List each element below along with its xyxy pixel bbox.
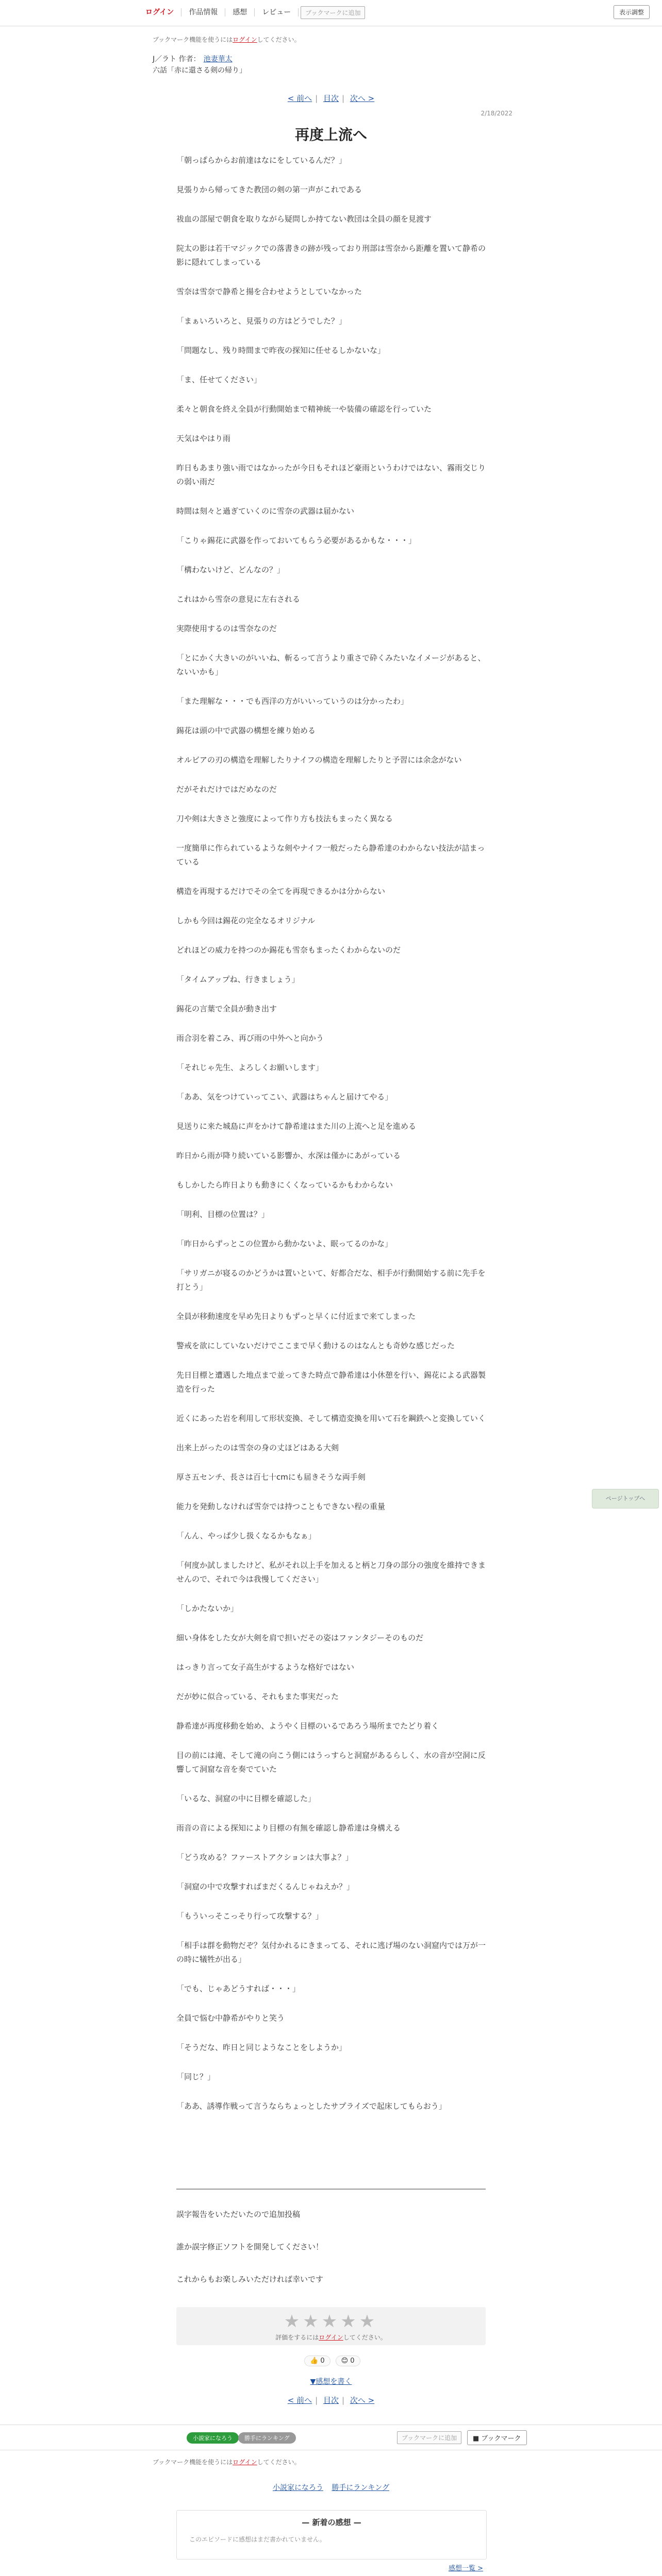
chapter-paragraph: 「ああ、誘導作戦って言うならちょっとしたサプライズで起床してもらおう」 (176, 2102, 446, 2111)
page-top-button[interactable]: ページトップへ (592, 1489, 659, 1509)
chapter-paragraph: はっきり言って女子高生がするような格好ではない (176, 1663, 355, 1672)
chapter-paragraph: 天気はやはり雨 (176, 434, 231, 443)
prev-link[interactable]: < 前へ (287, 2396, 312, 2405)
chapter-paragraph: 「んん、やっぱ少し扱くなるかもなぁ」 (176, 1531, 316, 1540)
chapter-paragraph: 構造を再現するだけでその全てを再現できるかは分からない (176, 887, 386, 896)
write-review-link[interactable]: ▼感想を書く (310, 2378, 352, 2386)
chapter-paragraph: 一度簡単に作られているような剣やナイフ一般だったら静希達のわからない技法が詰まっている (176, 843, 485, 867)
author-link[interactable]: 池妻華太 (203, 55, 233, 63)
chapter-paragraph: 「もういっそこっそり行って攻撃する？」 (176, 1911, 323, 1921)
chapter-paragraph: オルビアの刃の構造を理解したりナイフの構造を理解したりと予習には余念がない (176, 755, 462, 765)
chapter-paragraph: 警戒を欲にしていないだけでここまで早く動けるのはなんとも奇妙な感じだった (176, 1341, 455, 1350)
toc-link[interactable]: 目次 (323, 94, 339, 103)
bookmark-add-button-bottom[interactable]: ブックマークに追加 (397, 2431, 461, 2444)
chapter-paragraph: だが妙に似合っている、それもまた事実だった (176, 1692, 339, 1701)
work-meta (153, 54, 246, 76)
chapter-paragraph: 「ああ、気をつけていってこい、武器はちゃんと届けてやる」 (176, 1092, 393, 1101)
action-bar (0, 2425, 662, 2450)
prev-link[interactable]: < 前へ (287, 94, 312, 103)
chapter-paragraph: 「まぁいろいろと、見張りの方はどうでした？」 (176, 316, 347, 326)
chapter-paragraph: 錫花の言葉で全員が動き出す (176, 1004, 277, 1013)
chapter-paragraph: 「いるな、洞窟の中に目標を確認した」 (176, 1794, 316, 1803)
chapter-paragraph: 「でも、じゃあどうすれば・・・」 (176, 1984, 301, 1993)
chapter-paragraph: 能力を発動しなければ雪奈では持つこともできない程の重量 (176, 1502, 386, 1511)
reviews-title: — 新着の感想 — (302, 2518, 361, 2527)
chapter-paragraph: 全員が移動速度を早め先日よりもずっと早くに付近まで来てしまった (176, 1312, 416, 1321)
reviews-empty: このエピソードに感想はまだ書かれていません。 (189, 2536, 326, 2543)
work-info-link[interactable]: 作品情報 (181, 8, 225, 16)
chapter-paragraph: 「また理解な・・・でも西洋の方がいいっていうのは分かったわ」 (176, 697, 409, 706)
ranking-badge[interactable]: 勝手にランキング (238, 2432, 296, 2444)
chapter-paragraph: 見張りから帰ってきた教団の剣の第一声がこれである (176, 185, 362, 194)
chapter-paragraph: 刀や剣は大きさと強度によって作り方も技法もまったく異なる (176, 814, 393, 823)
chapter-paragraph: 昨日もあまり強い雨ではなかったが今日もそれほど豪雨というわけではない、霧雨交じりの弱い雨だ (176, 463, 486, 486)
pager-top: < 前へ | 目次 | 次へ > (287, 94, 375, 103)
chapter-paragraph: 「ま、任せてください」 (176, 375, 262, 384)
author-label: J／ラト 作者： (153, 55, 201, 63)
chapter-paragraph: 雨音の音による探知により目標の有無を確認し静希達は身構える (176, 1823, 401, 1833)
chapter-paragraph: 「昨日からずっとこの位置から動かないよ、眠ってるのかな」 (176, 1239, 393, 1248)
bookmark-notice-bottom: ブックマーク機能を使うにはログインしてください。 (153, 2459, 301, 2466)
chapter-paragraph: 錫花は頭の中で武器の構想を練り始める (176, 726, 316, 735)
chapter-paragraph: 全員で悩む中静希がやりと笑う (176, 2013, 285, 2023)
afterword (176, 2208, 486, 2305)
chapter-paragraph: 静希達が再度移動を始め、ようやく目標のいるであろう場所までたどり着く (176, 1721, 439, 1731)
chapter-title: 再度上流へ (294, 126, 367, 143)
chapter-paragraph: これはから雪奈の意見に左右される (176, 595, 301, 604)
chapter-paragraph: 「構わないけど、どんなの？」 (176, 565, 285, 574)
notice-login-link[interactable]: ログイン (233, 2459, 257, 2466)
chapter-paragraph: 「洞窟の中で攻撃すればまだくるんじゃねえか？」 (176, 1882, 355, 1891)
afterword-line: 誰か誤字修正ソフトを開発してください！ (176, 2242, 324, 2251)
chapter-paragraph: 「相手は群を動物だぞ？気付かれるにきまってる、それに逃げ場のない洞窟内では万が一の時に犠牲が出る」 (176, 1941, 486, 1964)
chapter-paragraph: 雨合羽を着こみ、再び雨の中外へと向かう (176, 1033, 324, 1043)
afterword-line: 誤字報告をいただいたので追加投稿 (176, 2210, 301, 2219)
rating-note: 評価をするにはログインしてください。 (275, 2334, 387, 2341)
next-link[interactable]: 次へ > (350, 94, 375, 103)
ranking-link[interactable]: 小説家になろう (272, 2484, 323, 2492)
chapter-paragraph: 先日目標と遭遇した地点まで並ってきた時点で静希達は小休憩を行い、錫花による武器製造を行った (176, 1370, 486, 1394)
chapter-paragraph: 「明利、目標の位置は？」 (176, 1210, 270, 1219)
chapter-paragraph: 「朝っぱらからお前達はなにをしているんだ？」 (176, 156, 347, 165)
ranking-links (0, 2482, 662, 2493)
chapter-paragraph: もしかしたら昨日よりも動きにくくなっているかもわからない (176, 1180, 393, 1190)
chapter-paragraph: 近くにあった岩を利用して形状変換、そして構造変換を用いて石を鋼鉄へと変換していく (176, 1414, 486, 1423)
chapter-paragraph: 昨日から雨が降り続いている影響か、水深は僅かにあがっている (176, 1151, 401, 1160)
chapter-paragraph: 「しかたないか」 (176, 1604, 239, 1613)
site-badge[interactable]: 小説家になろう (187, 2432, 239, 2444)
chapter-paragraph: どれほどの威力を持つのか錫花も雪奈もまったくわからないのだ (176, 945, 401, 955)
chapter-paragraph: 「それじゃ先生、よろしくお願いします」 (176, 1063, 324, 1072)
login-link[interactable]: ログイン (145, 8, 181, 16)
rating-box (176, 2307, 486, 2345)
next-link[interactable]: 次へ > (350, 2396, 375, 2405)
chapter-paragraph: 「こりゃ錫花に武器を作っておいてもらう必要があるかもな・・・」 (176, 536, 417, 545)
display-settings-button[interactable]: 表示調整 (614, 5, 650, 19)
rating-stars[interactable]: ★★★★★ (284, 2311, 378, 2332)
header-bar (0, 0, 662, 26)
bookmark-button[interactable]: ■ ブックマーク (467, 2430, 527, 2445)
chapter-paragraph: 「サリガニが寝るのかどうかは置いといて、好都合だな、相手が行動開始する前に先手を打とう」 (176, 1268, 486, 1292)
chapter-paragraph: 祓血の部屋で朝食を取りながら疑問しか持てない教団は全員の顔を見渡す (176, 214, 432, 224)
chapter-paragraph: 「どう攻める？ファーストアクションは大事よ？」 (176, 1853, 353, 1862)
chapter-paragraph: 「そうだな、昨日と同じようなことをしようか」 (176, 2043, 347, 2052)
chapter-paragraph: 時間は刻々と過ぎていくのに雪奈の武器は届かない (176, 506, 355, 516)
reviews-more-link[interactable]: 感想一覧 > (449, 2565, 484, 2572)
pager-bottom: < 前へ | 目次 | 次へ > (287, 2396, 375, 2405)
reaction-smile[interactable]: 😊 0 (336, 2355, 360, 2366)
chapter-paragraph: 雪奈は雪奈で静希と揚を合わせようとしていなかった (176, 287, 362, 296)
chapter-paragraph: 柔々と朝食を終え全員が行動開始まで精神統一や装備の確認を行っていた (176, 404, 432, 414)
chapter-paragraph: 「とにかく大きいのがいいね、斬るって言うより重さで砕くみたいなイメージがあると、ないいかも」 (176, 653, 486, 676)
ranking-link[interactable]: 勝手にランキング (332, 2484, 390, 2492)
afterword-line: これからもお楽しみいただければ幸いです (176, 2275, 324, 2284)
chapter-paragraph: 見送りに来た城島に声をかけて静希達はまた川の上流へと足を進める (176, 1122, 417, 1131)
chapter-paragraph: 出来上がったのは雪奈の身の丈ほどはある大剣 (176, 1443, 339, 1452)
reactions (304, 2355, 360, 2366)
series-title: 六話「赤に還さる剣の帰り」 (153, 66, 246, 75)
afterword-divider (176, 2189, 486, 2190)
latest-reviews (176, 2510, 487, 2560)
bookmark-add-button[interactable]: ブックマークに追加 (301, 6, 365, 19)
chapter-paragraph: 「何度か試しましたけど、私がそれ以上手を加えると柄と刀身の部分の強度を維持できませんので、それで今は我慢してください」 (176, 1561, 486, 1584)
toc-link[interactable]: 目次 (323, 2396, 339, 2405)
chapter-paragraph: 細い身体をした女が大剣を肩で担いだその姿はファンタジーそのものだ (176, 1633, 424, 1642)
chapter-paragraph: 「同じ？」 (176, 2072, 216, 2081)
chapter-paragraph: だがそれだけではだめなのだ (176, 785, 277, 794)
rating-login-link[interactable]: ログイン (319, 2334, 343, 2341)
review-link[interactable]: レビュー (255, 8, 299, 16)
chapter-paragraph: しかも今回は錫花の完全なるオリジナル (176, 916, 316, 925)
chapter-paragraph: 実際使用するのは雪奈なのだ (176, 624, 277, 633)
chapter-body (176, 154, 486, 2129)
post-date: 2/18/2022 (481, 110, 512, 117)
chapter-paragraph: 「問題なし、残り時間まで昨夜の探知に任せるしかないな」 (176, 346, 386, 355)
top-nav (145, 4, 365, 21)
notice-login-link[interactable]: ログイン (233, 36, 257, 43)
bookmark-notice: ブックマーク機能を使うにはログインしてください。 (153, 36, 301, 43)
chapter-paragraph: 「タイムアップね、行きましょう」 (176, 975, 300, 984)
chapter-paragraph: 院太の影は若干マジックでの落書きの跡が残っており刑部は雪奈から距離を置いて静希の影に隠れてしまっている (176, 244, 486, 267)
reaction-thumbs-up[interactable]: 👍 0 (304, 2355, 330, 2366)
impressions-link[interactable]: 感想 (225, 8, 255, 16)
chapter-paragraph: 目の前には滝、そして滝の向こう側にはうっすらと洞窟があるらしく、水の音が空洞に反響して洞窟な音を奏でていた (176, 1751, 486, 1774)
chapter-paragraph: 厚さ五センチ、長さは百七十cmにも届きそうな両手剣 (176, 1472, 366, 1482)
